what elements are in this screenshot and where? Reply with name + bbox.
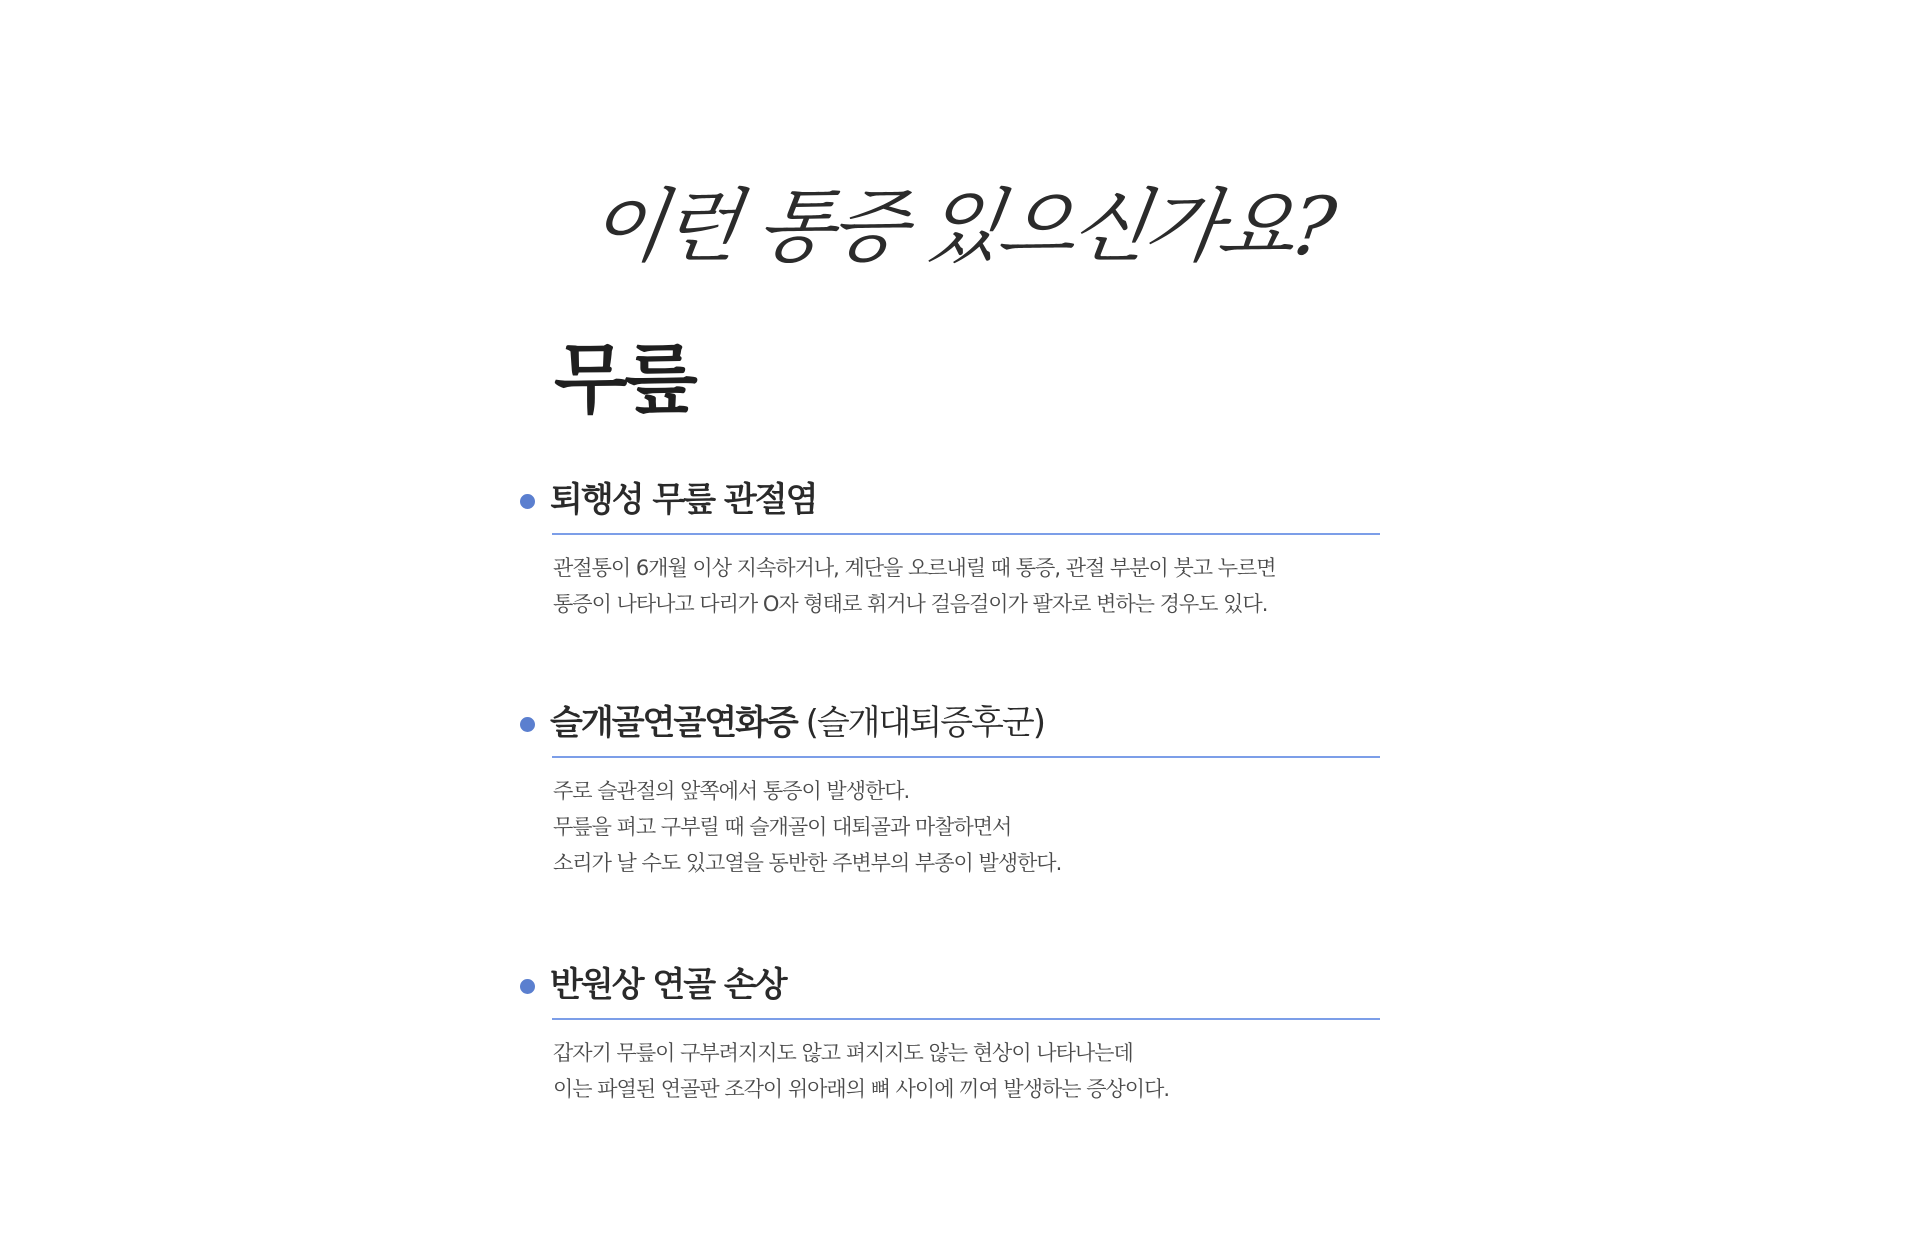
symptom-item-chondromalacia: [520, 693, 1380, 875]
symptom-item-arthritis: [520, 470, 1380, 616]
divider-line: [552, 533, 1380, 535]
divider-line: [552, 1018, 1380, 1020]
divider-line: [552, 756, 1380, 758]
symptom-description: 주로 슬관절의 앞쪽에서 통증이 발생한다. 무릎을 펴고 구부릴 때 슬개골이 대퇴골과 마찰하면서 소리가 날 수도 있고열을 동반한 주변부의 부종이 발생한다.: [553, 779, 1062, 875]
symptom-title: 반원상 연골 손상: [550, 965, 786, 1005]
symptom-description: 관절통이 6개월 이상 지속하거나, 계단을 오르내릴 때 통증, 관절 부분이 붓고 누르면 통증이 나타나고 다리가 O자 형태로 휘거나 걸음걸이가 팔자로 변하는 경우도 있다.: [553, 556, 1276, 616]
page-heading: 이런 통증 있으신가요?: [582, 179, 1338, 273]
section-title: 무릎: [554, 335, 695, 424]
symptom-title: 퇴행성 무릎 관절염: [550, 480, 817, 520]
symptom-description: 갑자기 무릎이 구부려지지도 않고 펴지지도 않는 현상이 나타나는데 이는 파열된 연골판 조각이 위아래의 뼈 사이에 끼여 발생하는 증상이다.: [553, 1041, 1170, 1101]
symptom-title: 슬개골연골연화증 (슬개대퇴증후군): [550, 703, 1045, 743]
bullet-dot: [520, 979, 535, 994]
symptom-item-meniscus: [520, 955, 1380, 1101]
bullet-dot: [520, 494, 535, 509]
bullet-dot: [520, 717, 535, 732]
